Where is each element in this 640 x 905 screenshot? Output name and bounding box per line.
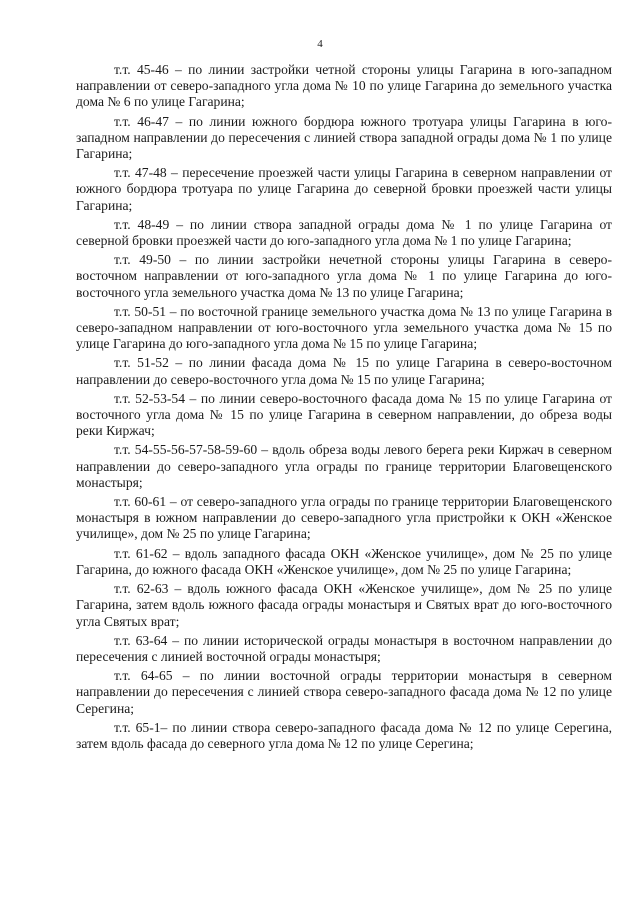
paragraph-46-47: т.т. 46-47 – по линии южного бордюра южного тротуара улицы Гагарина в юго-западном направлении до пересечения с линией створа западной ограды дома № 1 по улице Гагарина; bbox=[76, 113, 612, 162]
paragraph-52-53-54: т.т. 52-53-54 – по линии северо-восточного фасада дома № 15 по улице Гагарина от восточного угла дома № 15 по улице Гагарина в северном направлении, до обреза воды реки Киржач; bbox=[76, 390, 612, 439]
document-body bbox=[76, 62, 612, 755]
paragraph-51-52: т.т. 51-52 – по линии фасада дома № 15 по улице Гагарина в северо-восточном направлении до северо-восточного угла дома № 15 по улице Гагарина; bbox=[76, 355, 612, 387]
paragraph-49-50: т.т. 49-50 – по линии застройки нечетной стороны улицы Гагарина в северо-восточном направлении от юго-западного угла дома № 1 по улице Гагарина до юго-восточного угла земельного участка дома № 13 по улице Гагарина; bbox=[76, 252, 612, 300]
paragraph-61-62: т.т. 61-62 – вдоль западного фасада ОКН «Женское училище», дом № 25 по улице Гагарина, до южного фасада ОКН «Женское училище», дом № 25 по улице Гагарина; bbox=[76, 545, 612, 577]
paragraph-60-61: т.т. 60-61 – от северо-западного угла ограды по границе территории Благовещенского монастыря в южном направлении до северо-западного угла пристройки к ОКН «Женское училище», дом № 25 по улице Гагарина; bbox=[76, 494, 612, 542]
paragraph-48-49: т.т. 48-49 – по линии створа западной ограды дома № 1 по улице Гагарина от северной бровки проезжей части до юго-западного угла дома № 1 по улице Гагарина; bbox=[76, 216, 612, 249]
paragraph-45-46: т.т. 45-46 – по линии застройки четной стороны улицы Гагарина в юго-западном направлении от северо-западного угла дома № 10 по улице Гагарина до земельного участка дома № 6 по улице Гагарина; bbox=[76, 62, 612, 110]
paragraph-65-1: т.т. 65-1– по линии створа северо-западного фасада дома № 12 по улице Серегина, затем вдоль фасада до северного угла дома № 12 по улице Серегина; bbox=[76, 719, 612, 751]
paragraph-47-48: т.т. 47-48 – пересечение проезжей части улицы Гагарина в северном направлении от южного бордюра тротуара по улице Гагарина до северной бровки проезжей части улицы Гагарина; bbox=[76, 165, 612, 213]
paragraph-50-51: т.т. 50-51 – по восточной границе земельного участка дома № 13 по улице Гагарина в северо-западном направлении от юго-восточного угла земельного участка дома № 15 по улице Гагарина до юго-западного угла дома № 15 по улице Гагарина; bbox=[76, 303, 612, 352]
paragraph-64-65: т.т. 64-65 – по линии восточной ограды территории монастыря в северном направлении до пересечения с линией створа северо-западного фасада дома № 12 по улице Серегина; bbox=[76, 668, 612, 716]
paragraph-54-60: т.т. 54-55-56-57-58-59-60 – вдоль обреза воды левого берега реки Киржач в северном направлении до северо-западного угла ограды по границе территории Благовещенского монастыря; bbox=[76, 442, 612, 490]
paragraph-62-63: т.т. 62-63 – вдоль южного фасада ОКН «Женское училище», дом № 25 по улице Гагарина, затем вдоль южного фасада ограды монастыря и Святых врат до юго-восточного угла Святых врат; bbox=[76, 581, 612, 629]
page-number: 4 bbox=[317, 38, 323, 50]
paragraph-63-64: т.т. 63-64 – по линии исторической ограды монастыря в восточном направлении до пересечения с линией восточной ограды монастыря; bbox=[76, 632, 612, 664]
